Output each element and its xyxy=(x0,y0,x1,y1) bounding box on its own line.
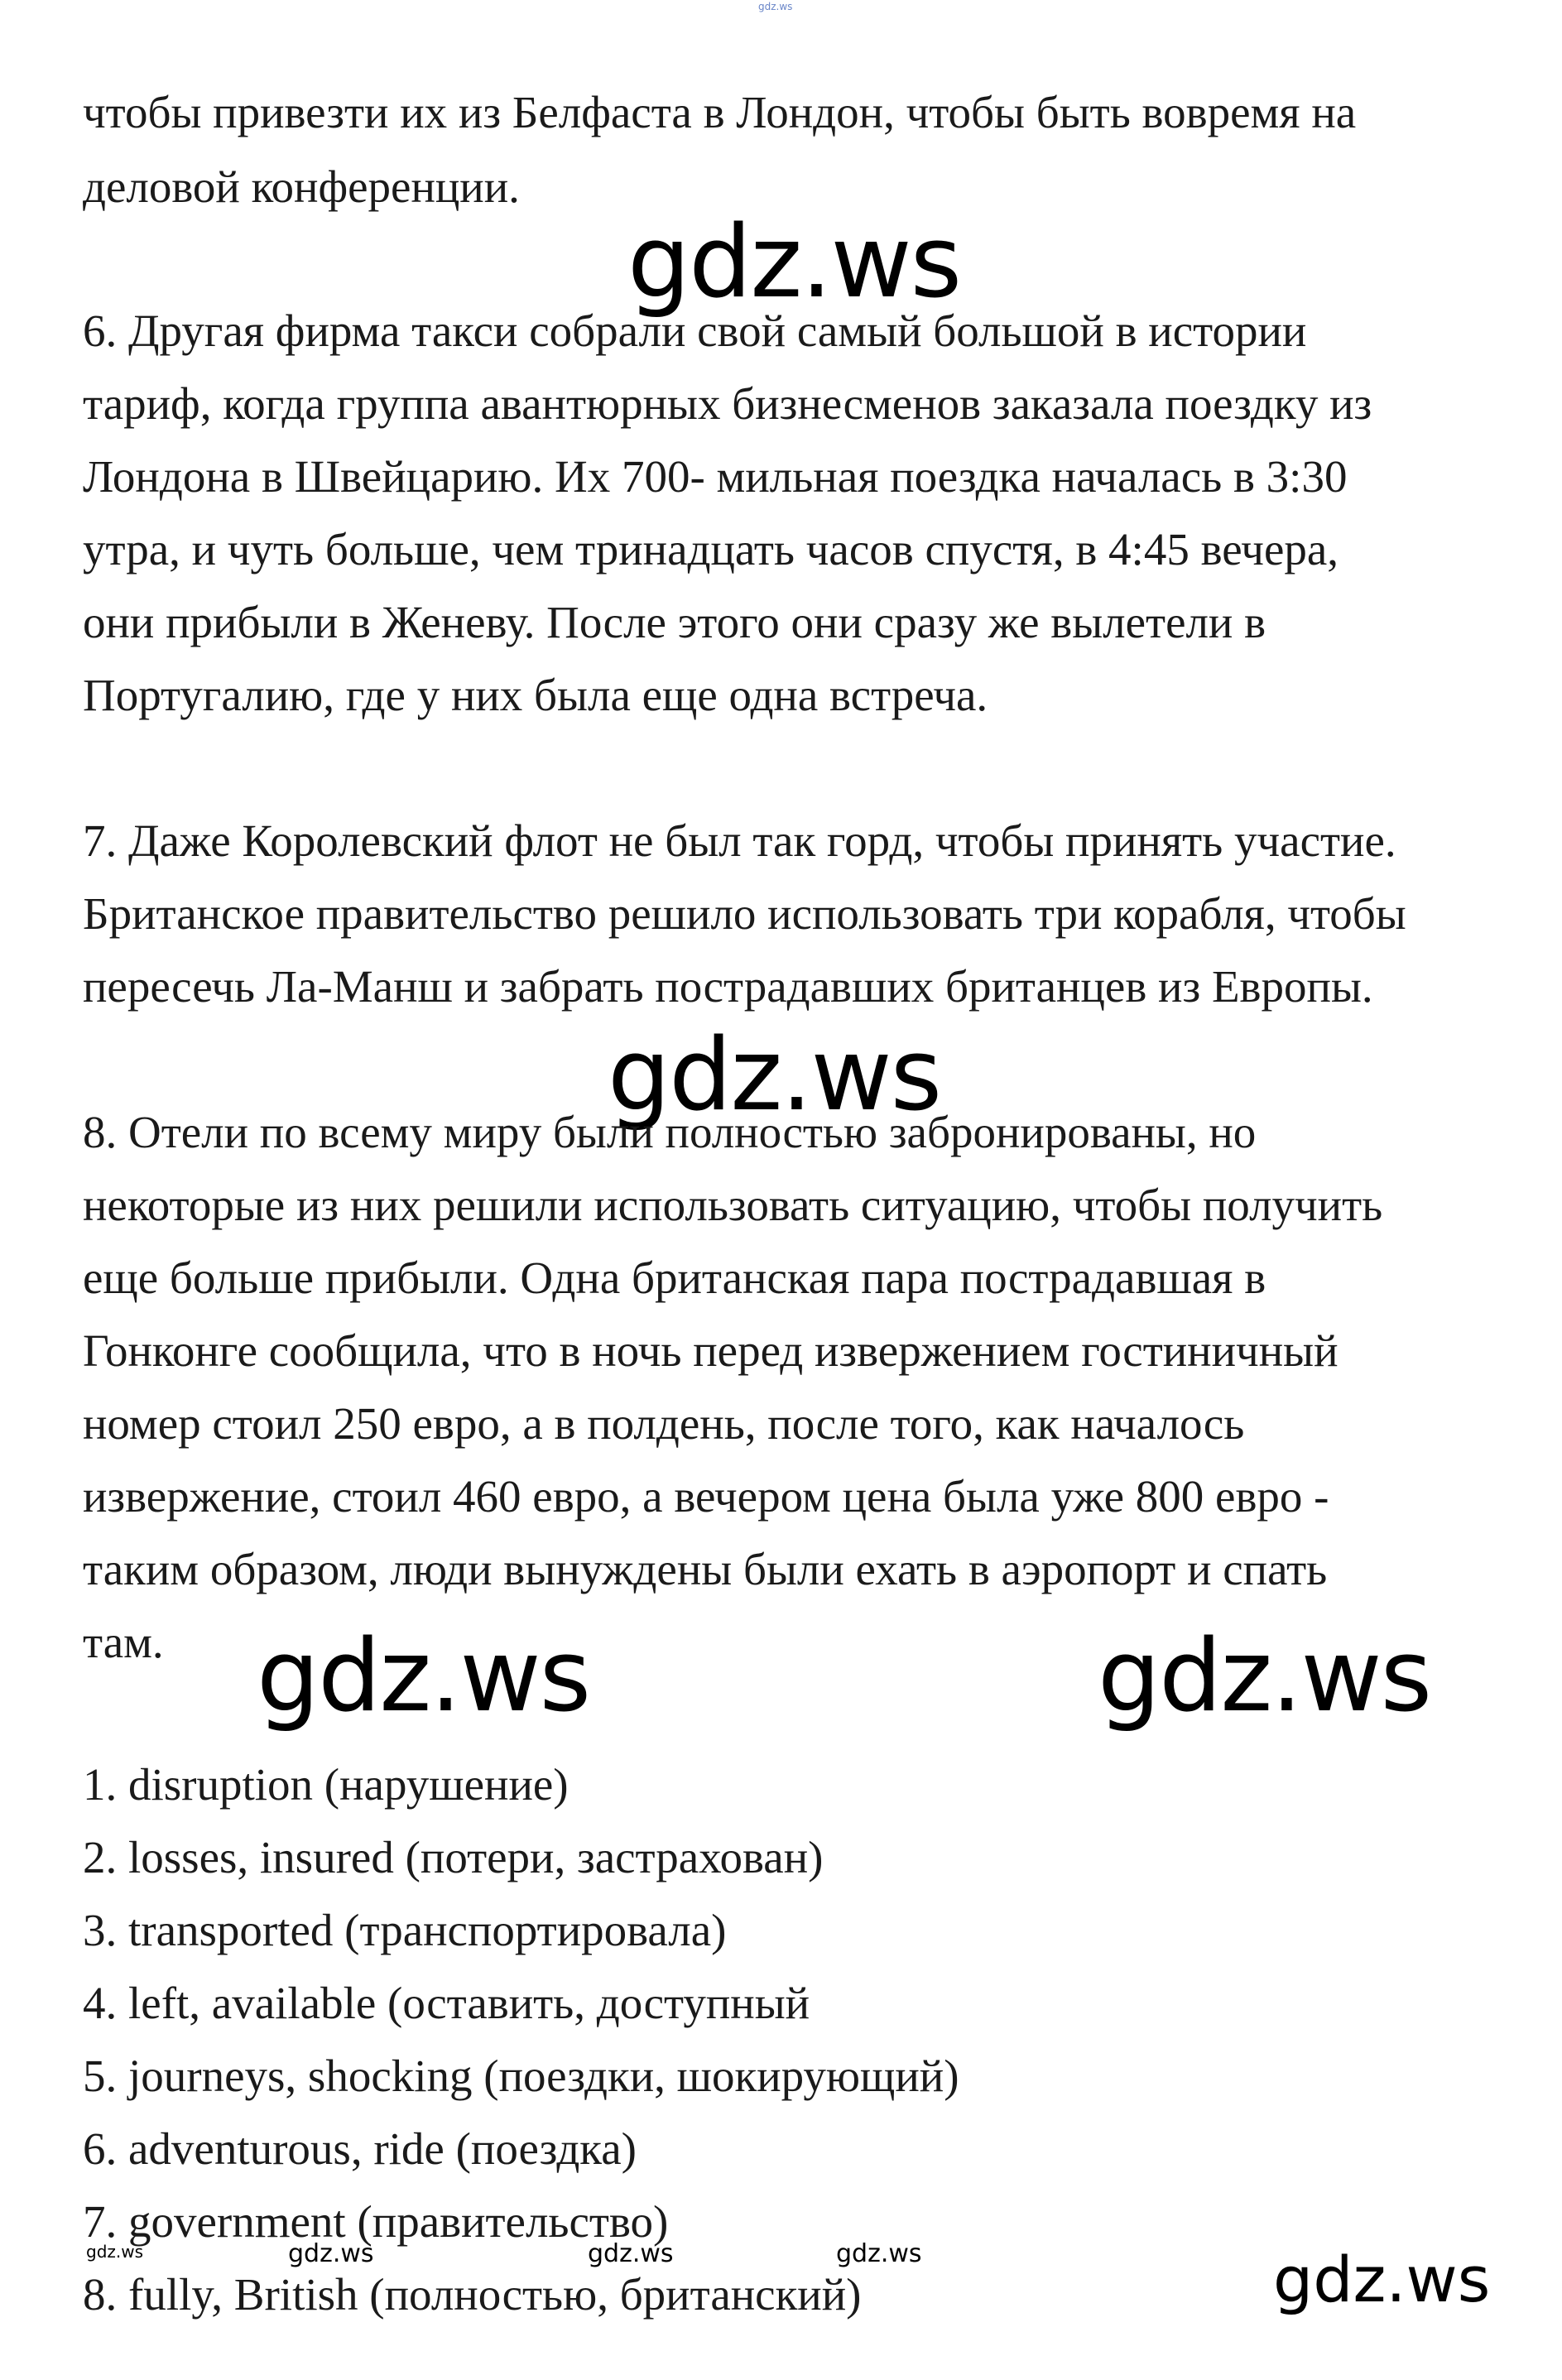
answer-item: 6. adventurous, ride (поездка) xyxy=(83,2123,637,2174)
paragraph-line: там. xyxy=(83,1617,164,1667)
paragraph-line: 6. Другая фирма такси собрали свой самый большой в истории xyxy=(83,305,1307,356)
paragraph-line: номер стоил 250 евро, а в полдень, после того, как началось xyxy=(83,1398,1245,1449)
watermark-5: gdz.ws xyxy=(86,2242,144,2262)
paragraph-line: Лондона в Швейцарию. Их 700- мильная поездка началась в 3:30 xyxy=(83,451,1348,502)
watermark-3: gdz.ws xyxy=(257,1619,590,1734)
watermark-6: gdz.ws xyxy=(288,2239,374,2268)
paragraph-line: деловой конференции. xyxy=(83,161,520,212)
watermark-1: gdz.ws xyxy=(627,205,961,320)
paragraph-line: они прибыли в Женеву. После этого они сразу же вылетели в xyxy=(83,597,1266,647)
paragraph-line: еще больше прибыли. Одна британская пара пострадавшая в xyxy=(83,1253,1266,1303)
answer-item: 8. fully, British (полностью, британский) xyxy=(83,2269,862,2320)
watermark-9: gdz.ws xyxy=(1273,2243,1491,2316)
answer-item: 3. transported (транспортировала) xyxy=(83,1905,727,1955)
paragraph-line: тариф, когда группа авантюрных бизнесменов заказала поездку из xyxy=(83,378,1372,429)
paragraph-line: извержение, стоил 460 евро, а вечером цена была уже 800 евро - xyxy=(83,1471,1329,1522)
paragraph-line: таким образом, люди вынуждены были ехать в аэропорт и спать xyxy=(83,1544,1328,1594)
paragraph-line: пересечь Ла-Манш и забрать пострадавших британцев из Европы. xyxy=(83,961,1373,1012)
paragraph-line: Португалию, где у них была еще одна встреча. xyxy=(83,670,988,720)
paragraph-line: 8. Отели по всему миру были полностью забронированы, но xyxy=(83,1107,1257,1157)
paragraph-line: 7. Даже Королевский флот не был так горд, чтобы принять участие. xyxy=(83,815,1396,866)
answer-item: 5. journeys, shocking (поездки, шокирующий) xyxy=(83,2051,959,2101)
answer-item: 2. losses, insured (потери, застрахован) xyxy=(83,1832,824,1882)
answer-item: 4. left, available (оставить, доступный xyxy=(83,1978,810,2028)
answer-item: 1. disruption (нарушение) xyxy=(83,1759,569,1810)
paragraph-line: Британское правительство решило использовать три корабля, чтобы xyxy=(83,888,1406,939)
watermark-7: gdz.ws xyxy=(588,2239,674,2268)
paragraph-line: чтобы привезти их из Белфаста в Лондон, чтобы быть вовремя на xyxy=(83,87,1357,137)
watermark-4: gdz.ws xyxy=(1098,1619,1431,1734)
paragraph-line: утра, и чуть больше, чем тринадцать часов спустя, в 4:45 вечера, xyxy=(83,524,1339,575)
watermark-2: gdz.ws xyxy=(608,1018,941,1133)
paragraph-line: некоторые из них решили использовать ситуацию, чтобы получить xyxy=(83,1180,1383,1230)
answer-item: 7. government (правительство) xyxy=(83,2196,669,2247)
watermark-top: gdz.ws xyxy=(758,1,793,12)
watermark-8: gdz.ws xyxy=(836,2239,922,2268)
paragraph-line: Гонконге сообщила, что в ночь перед извержением гостиничный xyxy=(83,1325,1339,1376)
